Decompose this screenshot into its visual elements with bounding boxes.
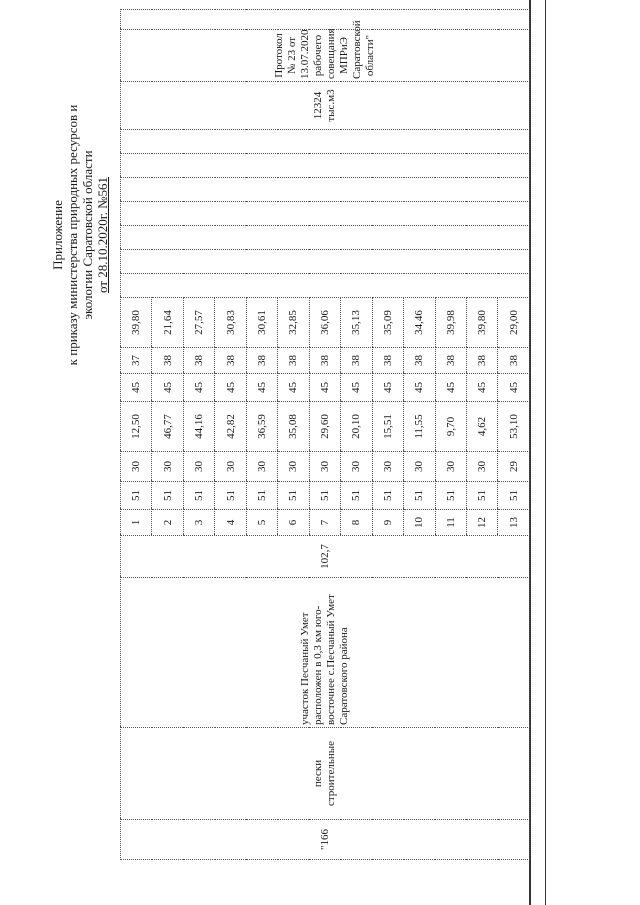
empty-cell [121,154,530,178]
lat-sec-cell: 53,10 [498,402,530,452]
empty-cell [121,130,530,154]
lat-deg-cell: 51 [278,482,309,510]
lon-sec-cell: 27,57 [183,298,214,348]
deposit-table [120,9,530,860]
lon-deg-cell: 45 [215,374,246,402]
row-number-cell: "166 [121,820,530,860]
lon-min-cell: 38 [498,348,530,374]
lon-min-cell: 37 [121,348,152,374]
reserves-cell: 12324 тыс.м3 [121,82,530,130]
location-cell: участок Песчаный Умет расположен в 0,3 км юго-восточнее с.Песчаный Умет Саратовского района [121,578,530,728]
lon-min-cell: 38 [278,348,309,374]
point-number-cell: 5 [246,510,277,536]
table-row [121,10,152,860]
lat-deg-cell: 51 [121,482,152,510]
lon-sec-cell: 39,80 [466,298,497,348]
point-number-cell: 12 [466,510,497,536]
lat-sec-cell: 29,60 [309,402,340,452]
lat-sec-cell: 12,50 [121,402,152,452]
header-region-line: экологии Саратовской области [80,150,95,320]
lon-sec-cell: 36,06 [309,298,340,348]
lon-min-cell: 38 [341,348,372,374]
appendix-header [50,45,110,425]
lat-deg-cell: 51 [404,482,435,510]
point-number-cell: 9 [372,510,403,536]
lat-deg-cell: 51 [341,482,372,510]
empty-cell [121,250,530,274]
lat-min-cell: 30 [246,452,277,482]
lon-min-cell: 38 [404,348,435,374]
lat-deg-cell: 51 [309,482,340,510]
point-number-cell: 13 [498,510,530,536]
lat-min-cell: 30 [121,452,152,482]
lat-deg-cell: 51 [466,482,497,510]
lat-min-cell: 30 [152,452,183,482]
lat-sec-cell: 4,62 [466,402,497,452]
lon-sec-cell: 39,80 [121,298,152,348]
lat-sec-cell: 44,16 [183,402,214,452]
lat-sec-cell: 11,55 [404,402,435,452]
lon-min-cell: 38 [152,348,183,374]
empty-cell [121,202,530,226]
lon-sec-cell: 32,85 [278,298,309,348]
lat-min-cell: 30 [341,452,372,482]
lon-sec-cell: 30,61 [246,298,277,348]
lon-deg-cell: 45 [246,374,277,402]
lat-deg-cell: 51 [152,482,183,510]
point-number-cell: 7 [309,510,340,536]
lon-sec-cell: 39,98 [435,298,466,348]
point-number-cell: 4 [215,510,246,536]
point-number-cell: 8 [341,510,372,536]
lon-sec-cell: 29,00 [498,298,530,348]
lat-deg-cell: 51 [215,482,246,510]
point-number-cell: 10 [404,510,435,536]
table-body [121,10,530,860]
lon-min-cell: 38 [309,348,340,374]
lat-deg-cell: 51 [498,482,530,510]
empty-cell [121,178,530,202]
lat-sec-cell: 36,59 [246,402,277,452]
lat-min-cell: 29 [498,452,530,482]
lon-sec-cell: 34,46 [404,298,435,348]
basis-cell: Протокол № 23 от 13.07.2020 рабочего совещания МПРиЭ Саратовской области" [121,30,530,82]
lat-min-cell: 30 [278,452,309,482]
lat-min-cell: 30 [435,452,466,482]
lat-sec-cell: 46,77 [152,402,183,452]
lon-sec-cell: 35,13 [341,298,372,348]
empty-cell [121,274,530,298]
lat-min-cell: 30 [309,452,340,482]
lat-sec-cell: 35,08 [278,402,309,452]
lon-sec-cell: 35,09 [372,298,403,348]
lat-sec-cell: 20,10 [341,402,372,452]
mineral-cell: пески строительные [121,728,530,820]
lon-min-cell: 38 [215,348,246,374]
lat-min-cell: 30 [404,452,435,482]
lat-min-cell: 30 [183,452,214,482]
lon-deg-cell: 45 [341,374,372,402]
point-number-cell: 1 [121,510,152,536]
lon-min-cell: 38 [246,348,277,374]
lon-min-cell: 38 [183,348,214,374]
lon-deg-cell: 45 [309,374,340,402]
lon-deg-cell: 45 [121,374,152,402]
lon-sec-cell: 21,64 [152,298,183,348]
lat-deg-cell: 51 [183,482,214,510]
lat-sec-cell: 9,70 [435,402,466,452]
lat-deg-cell: 51 [372,482,403,510]
lon-deg-cell: 45 [152,374,183,402]
lat-sec-cell: 15,51 [372,402,403,452]
point-number-cell: 3 [183,510,214,536]
point-number-cell: 11 [435,510,466,536]
lat-min-cell: 30 [466,452,497,482]
lon-deg-cell: 45 [466,374,497,402]
lon-deg-cell: 45 [435,374,466,402]
point-number-cell: 6 [278,510,309,536]
point-number-cell: 2 [152,510,183,536]
empty-cell [121,226,530,250]
lon-sec-cell: 30,83 [215,298,246,348]
page-border-line-thin [545,0,546,905]
area-cell: 102,7 [121,536,530,578]
lat-min-cell: 30 [215,452,246,482]
lon-min-cell: 38 [372,348,403,374]
lon-min-cell: 38 [435,348,466,374]
lat-min-cell: 30 [372,452,403,482]
header-date-line: от 28.10.2020г. №561 [95,176,110,294]
lon-deg-cell: 45 [372,374,403,402]
lat-sec-cell: 42,82 [215,402,246,452]
lon-deg-cell: 45 [278,374,309,402]
header-title: Приложение [50,200,65,270]
header-order-line: к приказу министерства природных ресурсов и [65,104,80,366]
lon-deg-cell: 45 [183,374,214,402]
empty-cell [121,10,530,30]
lon-min-cell: 38 [466,348,497,374]
lat-deg-cell: 51 [435,482,466,510]
deposit-table-container [120,20,530,860]
lon-deg-cell: 45 [404,374,435,402]
lon-deg-cell: 45 [498,374,530,402]
lat-deg-cell: 51 [246,482,277,510]
